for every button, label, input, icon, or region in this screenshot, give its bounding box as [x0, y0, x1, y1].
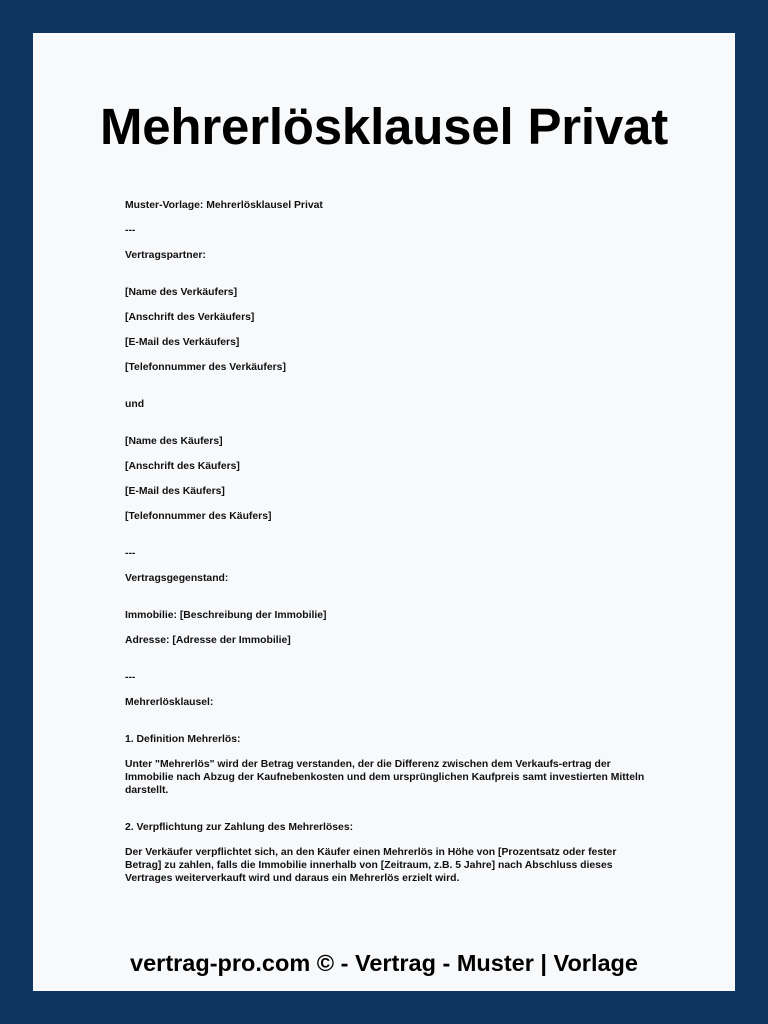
document-page — [33, 33, 735, 991]
footer-watermark: vertrag-pro.com © - Vertrag - Muster | Vorlage — [130, 950, 638, 976]
document-line: Vertragsgegenstand: — [125, 573, 229, 584]
document-line: 1. Definition Mehrerlös: — [125, 734, 241, 745]
document-line: Unter "Mehrerlös" wird der Betrag verstanden, der die Differenz zwischen dem Verkaufs-ertrag der Immobilie nach Abzug der Kaufnebenkosten und dem ursprünglichen Kaufpreis samt investierten Mitteln darstellt. — [125, 759, 645, 796]
document-line: --- — [125, 672, 136, 683]
document-line: [E-Mail des Verkäufers] — [125, 337, 240, 348]
document-title: Mehrerlösklausel Privat — [99, 98, 668, 155]
document-line: [Telefonnummer des Käufers] — [125, 511, 272, 522]
document-line: Muster-Vorlage: Mehrerlösklausel Privat — [125, 200, 323, 211]
document-body — [125, 199, 655, 885]
document-line: [Name des Verkäufers] — [125, 287, 238, 298]
document-line: --- — [125, 225, 136, 236]
document-line: Mehrerlösklausel: — [125, 697, 214, 708]
document-line: Adresse: [Adresse der Immobilie] — [125, 635, 291, 646]
document-line: [E-Mail des Käufers] — [125, 486, 225, 497]
document-line: [Telefonnummer des Verkäufers] — [125, 362, 286, 373]
document-line: [Name des Käufers] — [125, 436, 223, 447]
document-line: [Anschrift des Verkäufers] — [125, 312, 255, 323]
document-line: [Anschrift des Käufers] — [125, 461, 240, 472]
document-line: --- — [125, 548, 136, 559]
document-line: 2. Verpflichtung zur Zahlung des Mehrerlöses: — [125, 822, 354, 833]
document-line: Immobilie: [Beschreibung der Immobilie] — [125, 610, 327, 621]
document-line: Der Verkäufer verpflichtet sich, an den Käufer einen Mehrerlös in Höhe von [Prozentsatz oder fester Betrag] zu zahlen, falls die Immobilie innerhalb von [Zeitraum, z.B. 5 Jahre] nach Abschluss dieses Vertrages weiterverkauft wird und daraus ein Mehrerlös erzielt wird. — [125, 847, 617, 884]
document-line: Vertragspartner: — [125, 250, 206, 261]
document-line: und — [125, 399, 145, 410]
